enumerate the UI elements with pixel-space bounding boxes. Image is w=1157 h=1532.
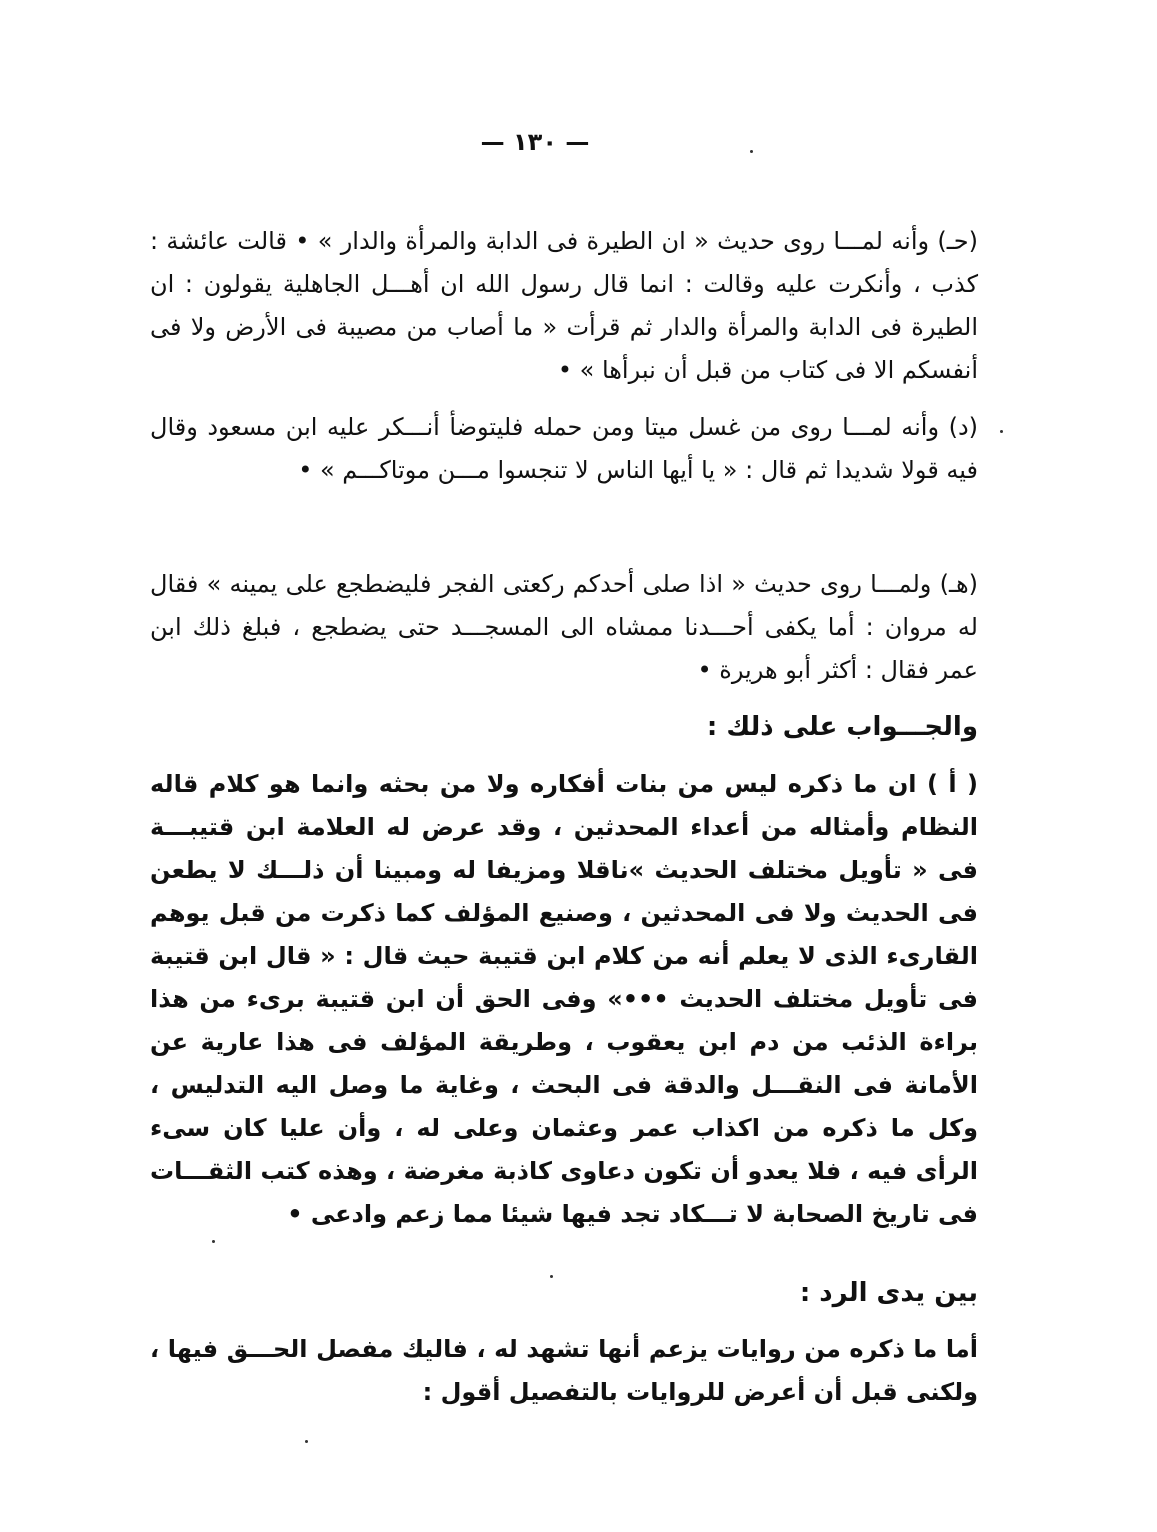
scan-speck bbox=[212, 1240, 215, 1243]
paragraph-dal-text: (د) وأنه لمـــا روى من غسل ميتا ومن حمله فليتوضأ أنـــكر عليه ابن مسعود وقال فيه قولا شديدا ثم قال : « يا أيها الناس لا تنجسوا مـــن موتاكـــم » • bbox=[150, 413, 978, 484]
scan-speck bbox=[750, 150, 753, 153]
scan-speck bbox=[550, 1275, 553, 1278]
final-paragraph-text: أما ما ذكره من روايات يزعم أنها تشهد له ، فاليك مفصل الحـــق فيها ، ولكنى قبل أن أعرض للروايات بالتفصيل أقول : bbox=[150, 1335, 978, 1406]
final-paragraph bbox=[150, 1328, 978, 1414]
paragraph-ha-text: (حـ) وأنه لمـــا روى حديث « ان الطيرة فى الدابة والمرأة والدار » • قالت عائشة : كذب ، وأنكرت عليه وقالت : انما قال رسول الله ان أهـــل الجاهلية يقولون : ان الطيرة فى الدابة والمرأة والدار ثم قرأت « ما أصاب من مصيبة فى الأرض ولا فى أنفسكم الا فى كتاب من قبل أن نبرأها » • bbox=[150, 227, 978, 384]
scan-speck bbox=[305, 1440, 308, 1443]
before-reply-heading: بين يدى الرد : bbox=[799, 1278, 978, 1308]
answer-paragraph bbox=[150, 763, 978, 1236]
paragraph-dal bbox=[150, 406, 978, 492]
answer-heading: والجـــواب على ذلك : bbox=[706, 712, 978, 742]
page-number: — ١٣٠ — bbox=[480, 128, 590, 156]
answer-paragraph-text: ( أ ) ان ما ذكره ليس من بنات أفكاره ولا من بحثه وانما هو كلام قاله النظام وأمثاله من أعداء المحدثين ، وقد عرض له العلامة ابن قتيبـــة فى « تأويل مختلف الحديث »ناقلا ومزيفا له ومبينا أن ذلـــك لا يطعن فى الحديث ولا فى المحدثين ، وصنيع المؤلف كما ذكرت من قبل يوهم القارىء الذى لا يعلم أنه من كلام ابن قتيبة حيث قال : « قال ابن قتيبة فى تأويل مختلف الحديث •••» وفى الحق أن ابن قتيبة برىء من هذا براءة الذئب من دم ابن يعقوب ، وطريقة المؤلف فى هذا عارية عن الأمانة فى النقـــل والدقة فى البحث ، وغاية ما وصل اليه التدليس ، وكل ما ذكره من اكذاب عمر وعثمان وعلى له ، وأن عليا كان سىء الرأى فيه ، فلا يعدو أن تكون دعاوى كاذبة مغرضة ، وهذه كتب الثقـــات فى تاريخ الصحابة لا تـــكاد تجد فيها شيئا مما زعم وادعى • bbox=[150, 770, 978, 1228]
scan-speck bbox=[1000, 430, 1003, 433]
paragraph-haa bbox=[150, 563, 978, 692]
paragraph-ha bbox=[150, 220, 978, 392]
paragraph-haa-text: (هـ) ولمـــا روى حديث « اذا صلى أحدكم ركعتى الفجر فليضطجع على يمينه » فقال له مروان : أما يكفى أحـــدنا ممشاه الى المسجـــد حتى يضطجع ، فبلغ ذلك ابن عمر فقال : أكثر أبو هريرة • bbox=[150, 570, 978, 684]
